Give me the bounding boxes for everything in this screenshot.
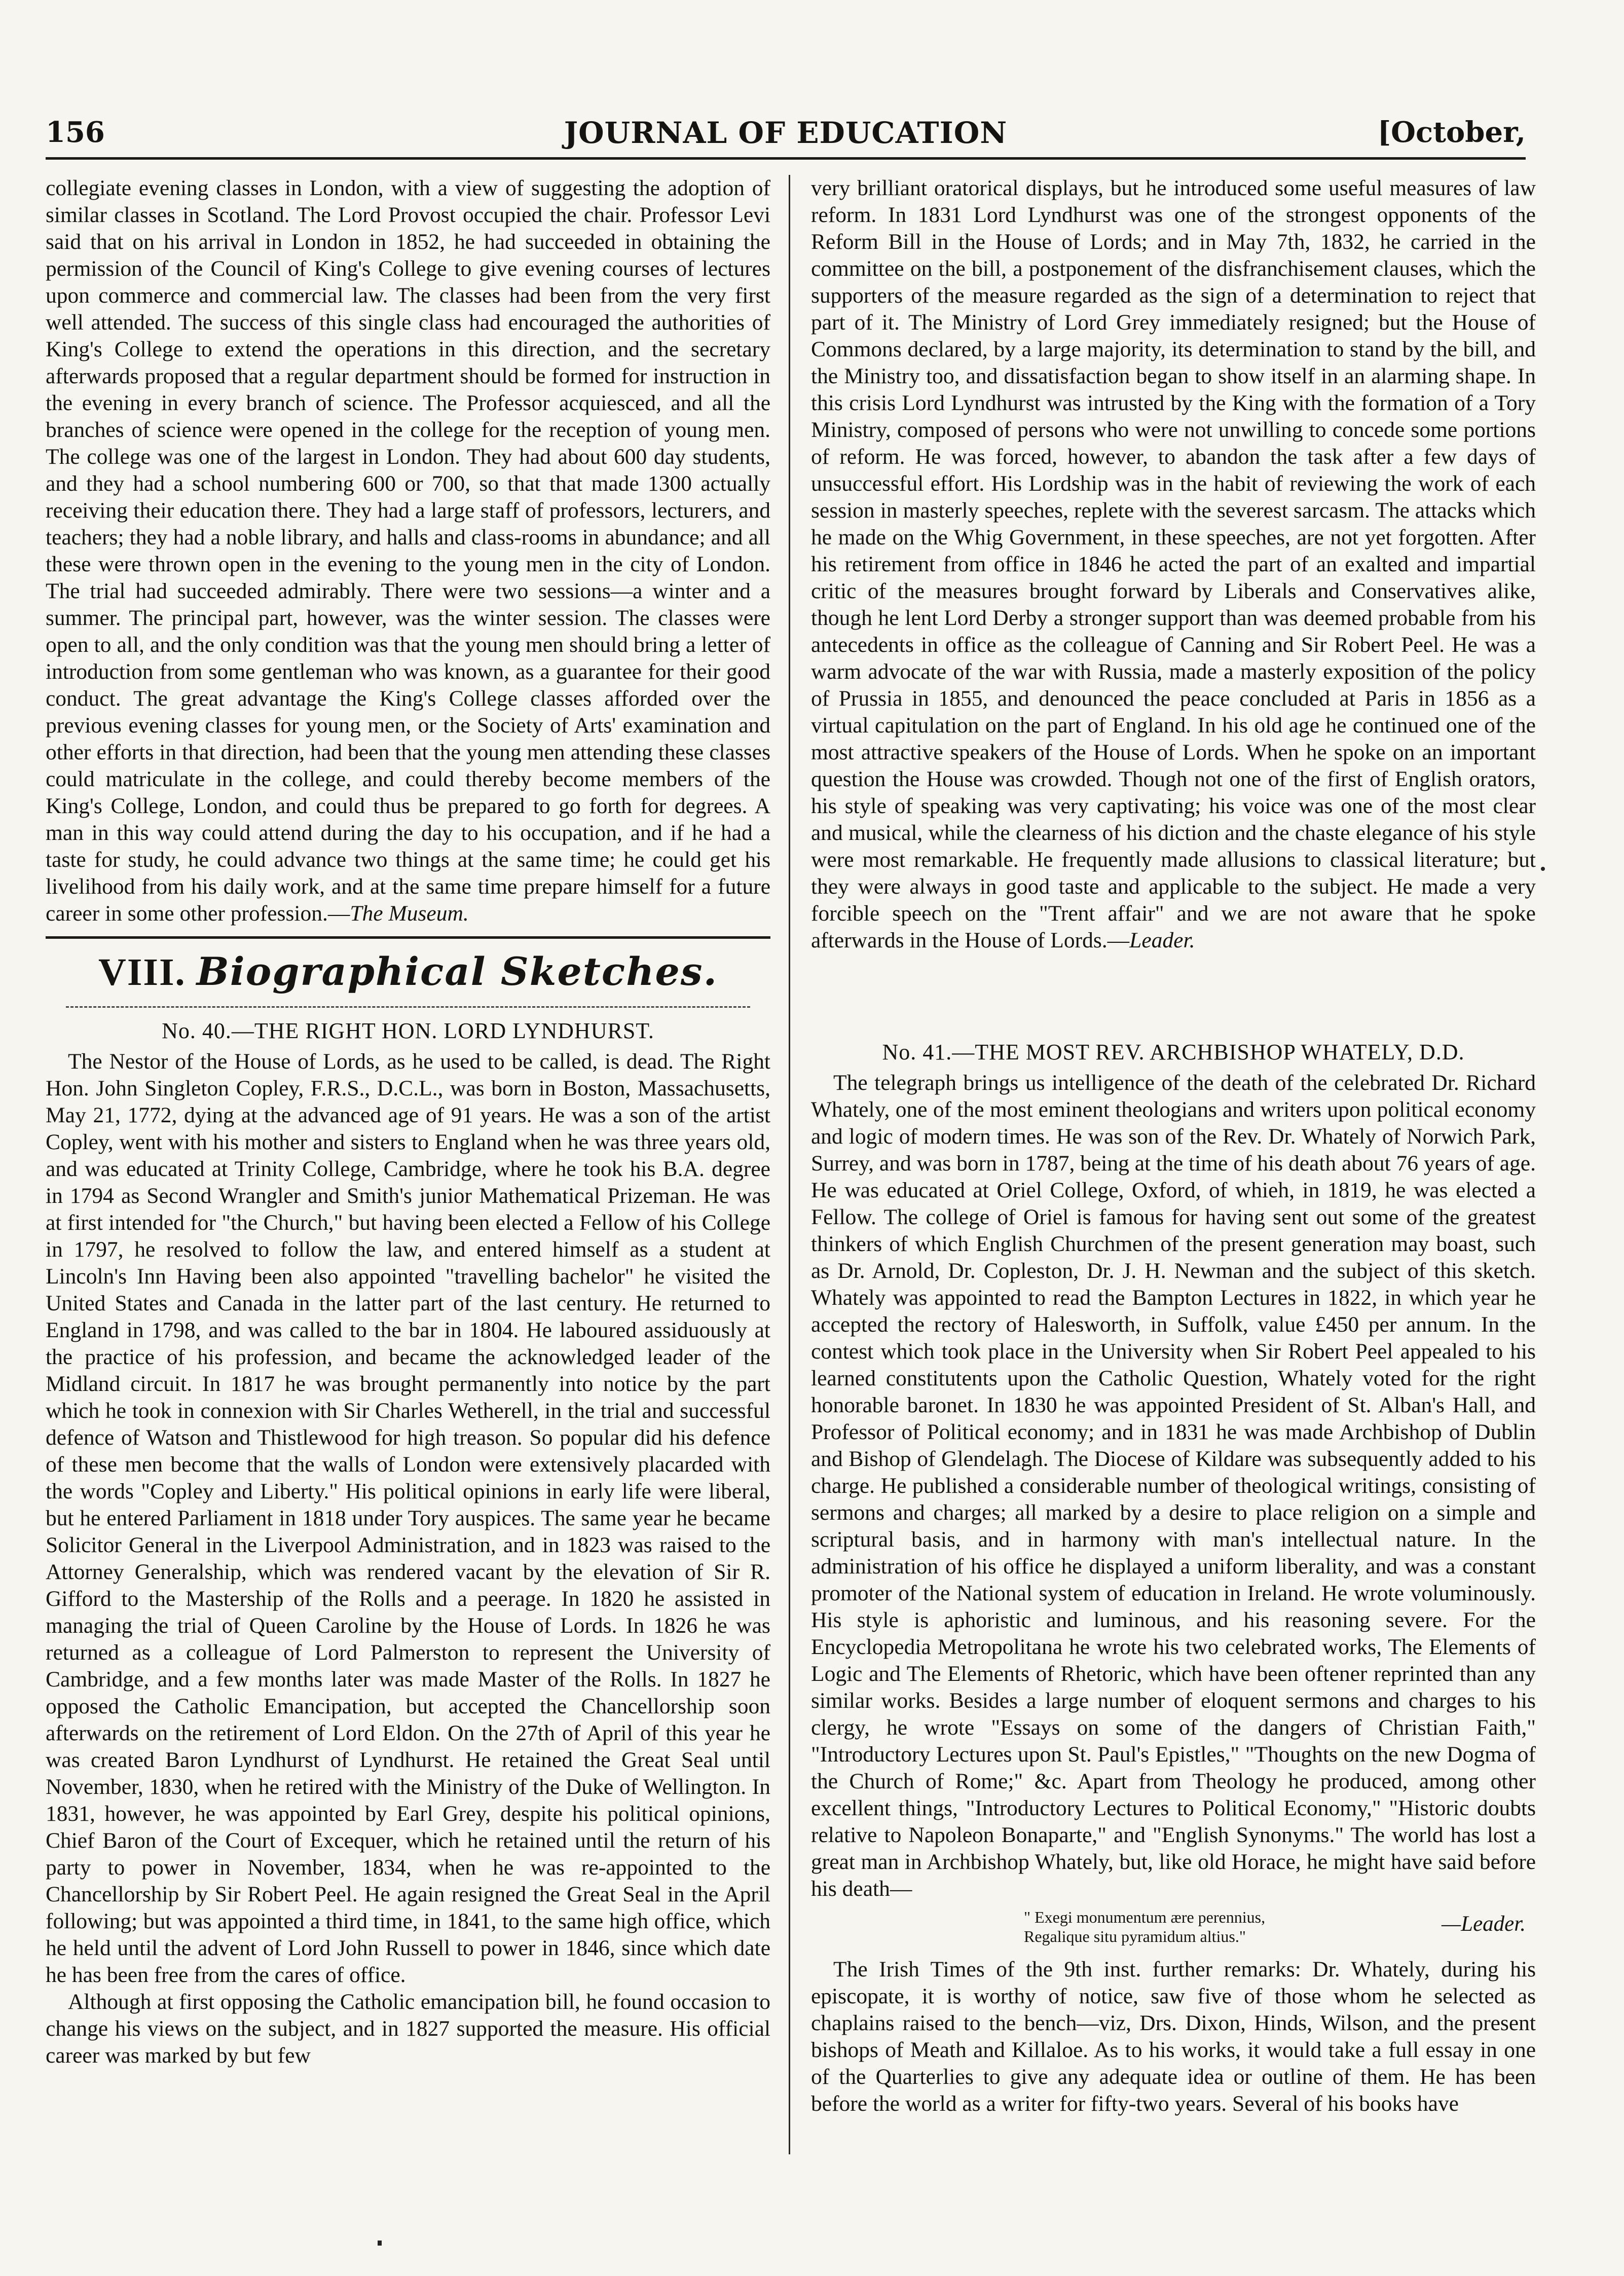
quote-line: " Exegi monumentum ære perennius, — [1024, 1908, 1266, 1926]
article-source: Leader. — [1129, 928, 1195, 952]
continued-sketch-text: very brilliant oratorical displays, but he introduced some useful measures of law reform. In 1831 Lord Lyndhurst was one of the strongest opponents of the Reform Bill in the House of Lords; and in May 7th, 1832, he carried in the committee on the bill, a postponement of the disfranchisement clauses, which the supporters of the measure regarded as the sign of a determination to reject that part of it. The Ministry of Lord Grey immediately resigned; but the House of Commons declared, by a large majority, its determination to stand by the bill, and the Ministry too, and dissatisfaction began to show itself in an alarming shape. In this crisis Lord Lyndhurst was intrusted by the King with the formation of a Tory Ministry, composed of persons who were not unwilling to concede some portions of reform. He was forced, however, to abandon the task after a few days of unsuccessful effort. His Lordship was in the habit of reviewing the work of each session in masterly speeches, replete with the severest sarcasm. The attacks which he made on the Whig Government, in these speeches, are not yet forgotten. After his retirement from office in 1846 he acted the part of an exalted and impartial critic of the measures brought forward by Liberals and Conservatives alike, though he lent Lord Derby a stronger support than was deemed probable from his antecedents in office as the colleague of Canning and Sir Robert Peel. He was a warm advocate of the war with Russia, made a masterly exposition of the policy of Prussia in 1855, and denounced the peace concluded at Paris in 1856 as a virtual capitulation on the part of England. In his old age he continued one of the most attractive speakers of the House of Lords. When he spoke on an important question the House was crowded. Though not one of the first of English orators, his style of speaking was very captivating; his voice was one of the most clear and musical, while the clearness of his diction and the chaste elegance of his style were most remarkable. He frequently made allusions to classical literature; but they were always in good taste and applicable to the subject. He made a very forcible speech on the "Trent affair" and we are not aware that he spoke afterwards in the House of Lords.—Leader. — [811, 176, 1536, 952]
continued-article-text: collegiate evening classes in London, with a view of suggesting the adoption of similar classes in Scotland. The Lord Provost occupied the chair. Professor Levi said that on his arrival in London in 1852, he had succeeded in obtaining the permission of the Council of King's College to give evening courses of lectures upon commerce and commercial law. The classes had been from the very first well attended. The success of this single class had encouraged the authorities of King's College to extend the operations in this direction, and the secretary afterwards proposed that a regular department should be formed for instruction in the evening in every branch of science. The Professor acquiesced, and all the branches of science were opened in the college for the reception of young men. The college was one of the largest in London. They had about 600 day students, and they had a school numbering 600 or 700, so that that made 1300 actually receiving their education there. They had a large staff of professors, lecturers, and teachers; they had a noble library, and halls and class-rooms in abundance; and all these were thrown open in the evening to the young men in the city of London. The trial had succeeded admirably. There were two sessions—a winter and a summer. The principal part, however, was the winter session. The classes were open to all, and the only condition was that the young men should bring a letter of introduction from some gentleman who was known, as a guarantee for their good conduct. The great advantage the King's College classes afforded over the previous evening classes for young men, or the Society of Arts' examination and other efforts in that direction, had been that the young men attending these classes could matriculate in the college, and could thereby become members of the King's College, London, and could thus be prepared to go forth for degrees. A man in this way could attend during the day to his occupation, and if he had a taste for study, he could advance two things at the same time; he could get his livelihood from his daily work, and at the same time prepare himself for a future career in some other profession.—The Museum. — [46, 176, 770, 926]
column-divider — [789, 175, 790, 2154]
latin-quotation — [811, 1907, 1536, 1948]
section-number: VIII. — [98, 951, 186, 994]
sketch-paragraph: The Irish Times of the 9th inst. further remarks: Dr. Whately, during his episcopate, it is worthy of notice, saw five of those whom he selected as chaplains raised to the bench—viz, Drs. Dixon, Hinds, Wilson, and the present bishops of Meath and Killaloe. As to his works, it would take a full essay in one of the Quarterlies to give any adequate idea or outline of them. He has been before the world as a writer for fifty-two years. Several of his books have — [811, 1957, 1536, 2116]
section-divider — [66, 1006, 750, 1008]
article-source: The Museum. — [350, 901, 469, 926]
sketch-paragraph: Although at first opposing the Catholic emancipation bill, he found occasion to change his views on the subject, and in 1827 supported the measure. His official career was marked by but few — [46, 1990, 770, 2068]
page-header — [46, 112, 1526, 160]
quote-line: Regalique situ pyramidum altius." — [1024, 1927, 1246, 1945]
section-name: Biographical Sketches. — [196, 949, 718, 994]
page-number: 156 — [46, 116, 105, 149]
sketch-paragraph: The Nestor of the House of Lords, as he used to be called, is dead. The Right Hon. John Singleton Copley, F.R.S., D.C.L., was born in Boston, Massachusetts, May 21, 1772, dying at the advanced age of 91 years. He was a son of the artist Copley, went with his mother and sisters to England when he was three years old, and was educated at Trinity College, Cambridge, where he took his B.A. degree in 1794 as Second Wrangler and Smith's junior Mathematical Prizeman. He was at first intended for "the Church," but having been elected a Fellow of his College in 1797, he resolved to follow the law, and entered himself as a student at Lincoln's Inn Having been also appointed "travelling bachelor" he visited the United States and Canada in the latter part of the last century. He returned to England in 1798, and was called to the bar in 1804. He laboured assiduously at the practice of his profession, and became the acknowledged leader of the Midland circuit. In 1817 he was brought permanently into notice by the part which he took in connexion with Sir Charles Wetherell, in the trial and successful defence of Watson and Thistlewood for high treason. So popular did his defence of these men become that the walls of London were extensively placarded with the words "Copley and Liberty." His political opinions in early life were liberal, but he entered Parliament in 1818 under Tory auspices. The same year he became Solicitor General in the Liverpool Administration, and in 1823 was raised to the Attorney Generalship, which was rendered vacant by the elevation of Sir R. Gifford to the Mastership of the Rolls and a peerage. In 1820 he assisted in managing the trial of Queen Caroline by the House of Lords. In 1826 he was returned as a colleague of Lord Palmerston to represent the University of Cambridge, and a few months later was made Master of the Rolls. In 1827 he opposed the Catholic Emancipation, but accepted the Chancellorship soon afterwards on the retirement of Lord Eldon. On the 27th of April of this year he was created Baron Lyndhurst of Lyndhurst. He retained the Great Seal until November, 1830, when he retired with the Ministry of the Duke of Wellington. In 1831, however, he was appointed by Earl Grey, despite his political opinions, Chief Baron of the Court of Excequer, which he retained until the return of his party to power in November, 1834, when he was re-appointed to the Chancellorship by Sir Robert Peel. He again resigned the Great Seal in the April following; but was appointed a third time, in 1841, to the same high office, which he held until the advent of Lord John Russell to power in 1846, since which date he has been free from the cares of office. — [46, 1049, 770, 1987]
right-column — [811, 175, 1536, 2154]
print-speck — [1541, 867, 1545, 871]
left-column — [46, 175, 770, 2154]
column-spacer — [811, 954, 1536, 1035]
section-rule — [46, 936, 770, 939]
quote-source: —Leader. — [1441, 1912, 1526, 1936]
running-month: [October, — [1377, 116, 1526, 149]
journal-title: JOURNAL OF EDUCATION — [564, 116, 1008, 150]
section-title — [46, 944, 770, 1000]
sketch-paragraph: The telegraph brings us intelligence of the death of the celebrated Dr. Richard Whately, one of the most eminent theologians and writers upon political economy and logic of modern times. He was son of the Rev. Dr. Whately of Norwich Park, Surrey, and was born in 1787, being at the time of his death about 76 years of age. He was educated at Oriel College, Oxford, of whieh, in 1819, he was elected a Fellow. The college of Oriel is famous for having sent out some of the greatest thinkers of which English Churchmen of the present generation may boast, such as Dr. Arnold, Dr. Copleston, Dr. J. H. Newman and the subject of this sketch. Whately was appointed to read the Bampton Lectures in 1822, in which year he accepted the rectory of Halesworth, in Suffolk, value £450 per annum. In the contest which took place in the University when Sir Robert Peel appealed to his learned constitutents upon the Catholic Question, Whately voted for the right honorable baronet. In 1830 he was appointed President of St. Alban's Hall, and Professor of Political economy; and in 1831 he was made Archbishop of Dublin and Bishop of Glendelagh. The Diocese of Kildare was subsequently added to his charge. He published a considerable number of theological writings, consisting of sermons and charges; all marked by a desire to place religion on a simple and scriptural basis, and in harmony with man's intellectual nature. In the administration of his office he displayed a uniform liberality, and was a constant promoter of the National system of education in Ireland. He wrote voluminously. His style is aphoristic and luminous, and his reasoning severe. For the Encyclopedia Metropolitana he wrote his two celebrated works, The Elements of Logic and The Elements of Rhetoric, which have been oftener reprinted than any similar works. Besides a large number of eloquent sermons and charges to his clergy, he wrote "Essays on some of the dangers of Christian Faith," "Introductory Lectures upon St. Paul's Epistles," "Thoughts on the new Dogma of the Church of Rome;" &c. Apart from Theology he produced, among other excellent things, "Introductory Lectures to Political Economy," "Historic doubts relative to Napoleon Bonaparte," and "English Synonyms." The world has lost a great man in Archbishop Whately, but, like old Horace, he might have said before his death— — [811, 1071, 1536, 1901]
sketch-heading-40: No. 40.—THE RIGHT HON. LORD LYNDHURST. — [162, 1018, 654, 1043]
sketch-heading-41: No. 41.—THE MOST REV. ARCHBISHOP WHATELY, D.D. — [882, 1040, 1465, 1064]
print-mark — [378, 2241, 382, 2246]
